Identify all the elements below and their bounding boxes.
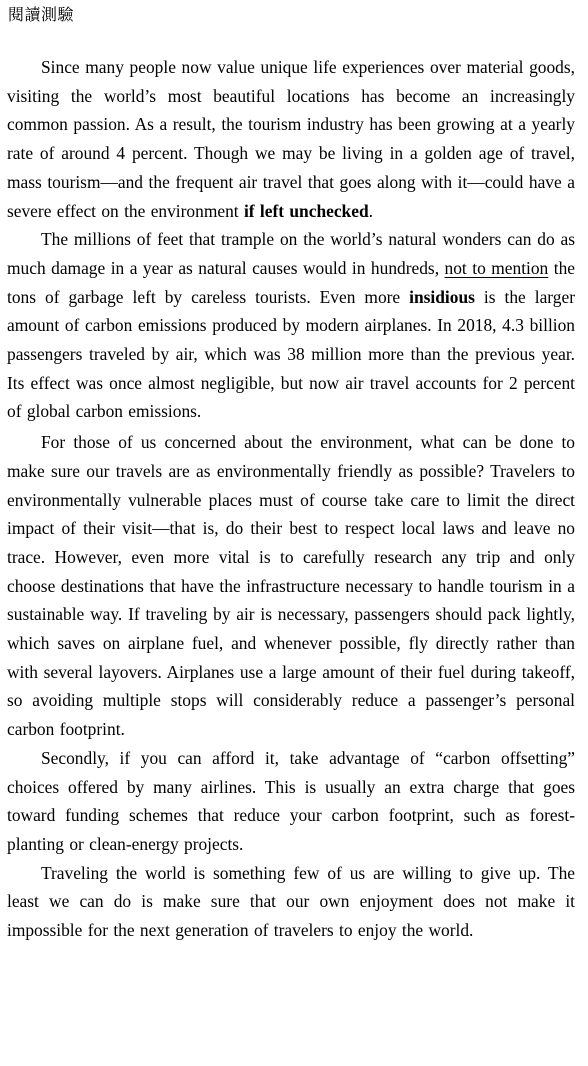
page-title: 閱讀測驗	[8, 5, 75, 24]
paragraph-2	[7, 225, 575, 426]
paragraph-2-text-c: is the larger amount of carbon emissions produced by modern airplanes. In 2018, 4.3 billion passengers traveled by air, which was 38 million more than the previous year. Its effect was once almost negligible, but now air travel accounts for 2 percent of global carbon emissions.	[7, 286, 575, 422]
article	[7, 53, 575, 945]
paragraph-3: For those of us concerned about the environment, what can be done to make sure our travels are as environmentally friendly as possible? Travelers to environmentally vulnerable places must of course take care to limit the direct impact of their visit—that is, do their best to respect local laws and leave no trace. However, even more vital is to carefully research any trip and only choose destinations that have the infrastructure necessary to handle tourism in a sustainable way. If traveling by air is necessary, passengers should pack lightly, which saves on airplane fuel, and whenever possible, fly directly rather than with several layovers. Airplanes use a large amount of their fuel during takeoff, so avoiding multiple stops will considerably reduce a passenger’s personal carbon footprint.	[7, 432, 575, 740]
paragraph-4: Secondly, if you can afford it, take advantage of “carbon offsetting” choices offered by many airlines. This is usually an extra charge that goes toward funding schemes that reduce your carbon footprint, such as forest-planting or clean-energy projects.	[7, 747, 575, 854]
underlined-not-to-mention: not to mention	[444, 257, 549, 278]
highlight-insidious: insidious	[409, 286, 475, 307]
paragraph-1	[7, 53, 575, 225]
paragraph-2-text-b: the tons of garbage left by careless tourists. Even more	[7, 257, 576, 307]
paragraph-2-text-a: The millions of feet that trample on the world’s natural wonders can do as much damage in a year as natural causes would in hundreds,	[7, 229, 575, 278]
paragraph-1-end: .	[368, 200, 373, 221]
paragraph-5: Traveling the world is something few of us are willing to give up. The least we can do is make sure that our own enjoyment does not make it impossible for the next generation of travelers to enjoy the world.	[7, 862, 575, 941]
highlight-if-left-unchecked: if left unchecked	[243, 200, 369, 221]
paragraph-1-text: Since many people now value unique life experiences over material goods, visiting the world’s most beautiful locations has become an increasingly common passion. As a result, the tourism industry has been growing at a yearly rate of around 4 percent. Though we may be living in a golden age of travel, mass tourism—and the frequent air travel that goes along with it—could have a severe effect on the environment	[7, 57, 575, 221]
